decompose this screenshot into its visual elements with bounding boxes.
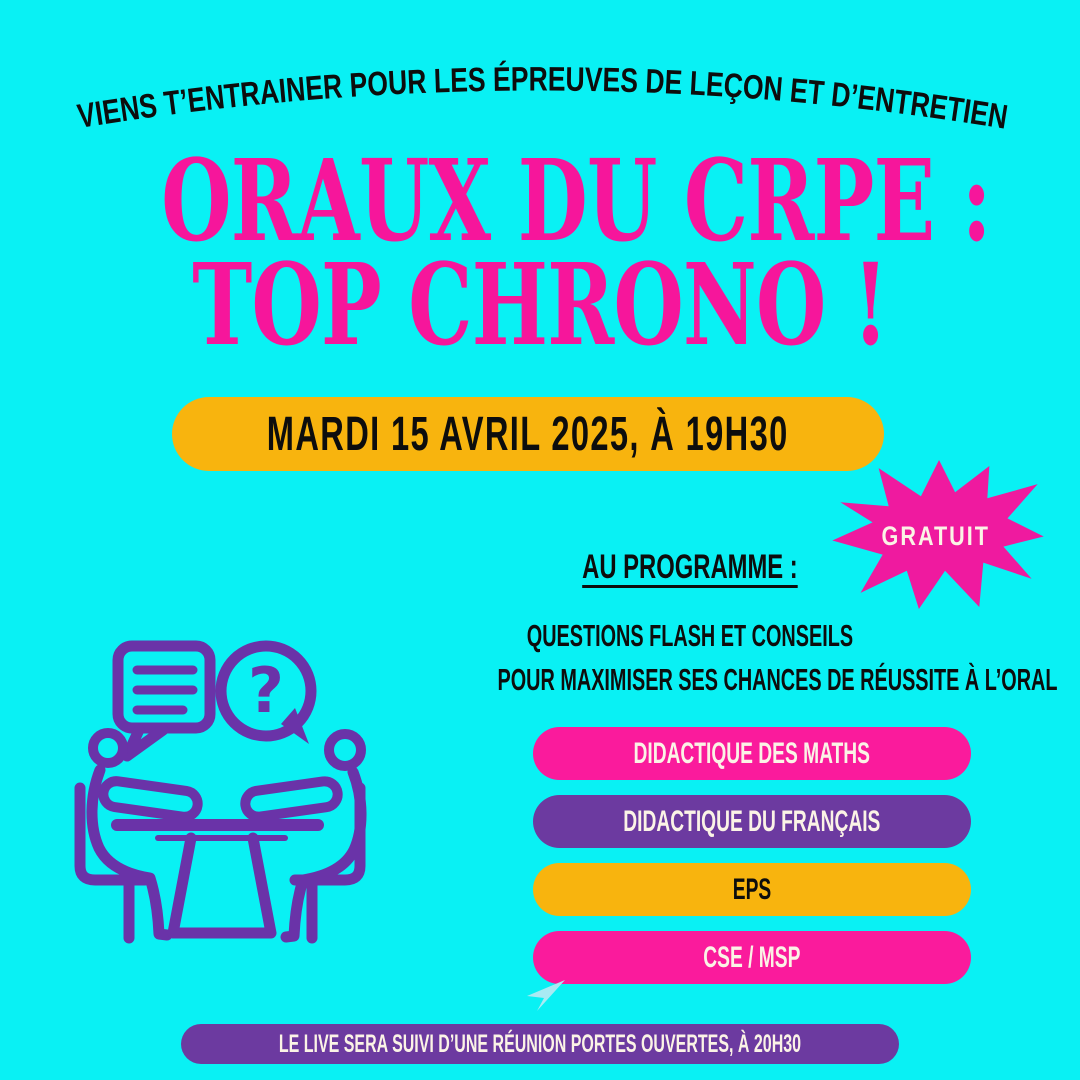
speech-bubble-tail <box>127 730 163 756</box>
topic-pill-francais: DIDACTIQUE DU FRANÇAIS <box>533 795 971 848</box>
speech-bubble-lines <box>137 670 193 710</box>
topic-pill-cse-msp: CSE / MSP <box>533 931 971 984</box>
topic-pill-eps: EPS <box>533 863 971 916</box>
footer-banner <box>181 1024 899 1064</box>
date-pill <box>172 397 884 471</box>
program-line-2: POUR MAXIMISER SES CHANCES DE RÉUSSITE À L’ORAL <box>497 662 1058 697</box>
title-line-1: ORAUX DU CRPE : <box>161 136 991 267</box>
gratuit-badge <box>826 458 1046 614</box>
tagline-text: VIENS T’ENTRAINER POUR LES ÉPREUVES DE LEÇON ET D’ENTRETIEN <box>74 60 1016 138</box>
program-heading: AU PROGRAMME : <box>582 548 798 586</box>
question-mark-glyph: ? <box>248 654 284 727</box>
date-label: MARDI 15 AVRIL 2025, À 19H30 <box>267 407 789 461</box>
sparkle-shape <box>527 980 565 1011</box>
title-line-2: TOP CHRONO ! <box>192 240 888 371</box>
interview-discussion-icon <box>55 638 400 968</box>
left-person-head <box>93 733 123 763</box>
gratuit-label: GRATUIT <box>881 520 991 551</box>
table-pedestal <box>173 838 271 933</box>
topic-pill-list <box>533 727 971 999</box>
svg-text:VIENS T’ENTRAINER POUR LES ÉPR <box>74 60 1016 138</box>
program-line-1: QUESTIONS FLASH ET CONSEILS <box>526 618 854 653</box>
page-title <box>0 136 1080 371</box>
topic-pill-maths: DIDACTIQUE DES MATHS <box>533 727 971 780</box>
footer-label: LE LIVE SERA SUIVI D’UNE RÉUNION PORTES OUVERTES, À 20H30 <box>278 1029 802 1058</box>
right-person-arm <box>244 780 340 819</box>
right-person-head <box>329 734 361 766</box>
sparkle-icon <box>527 978 569 1012</box>
left-person-arm <box>102 780 200 819</box>
right-person-body <box>286 772 361 937</box>
